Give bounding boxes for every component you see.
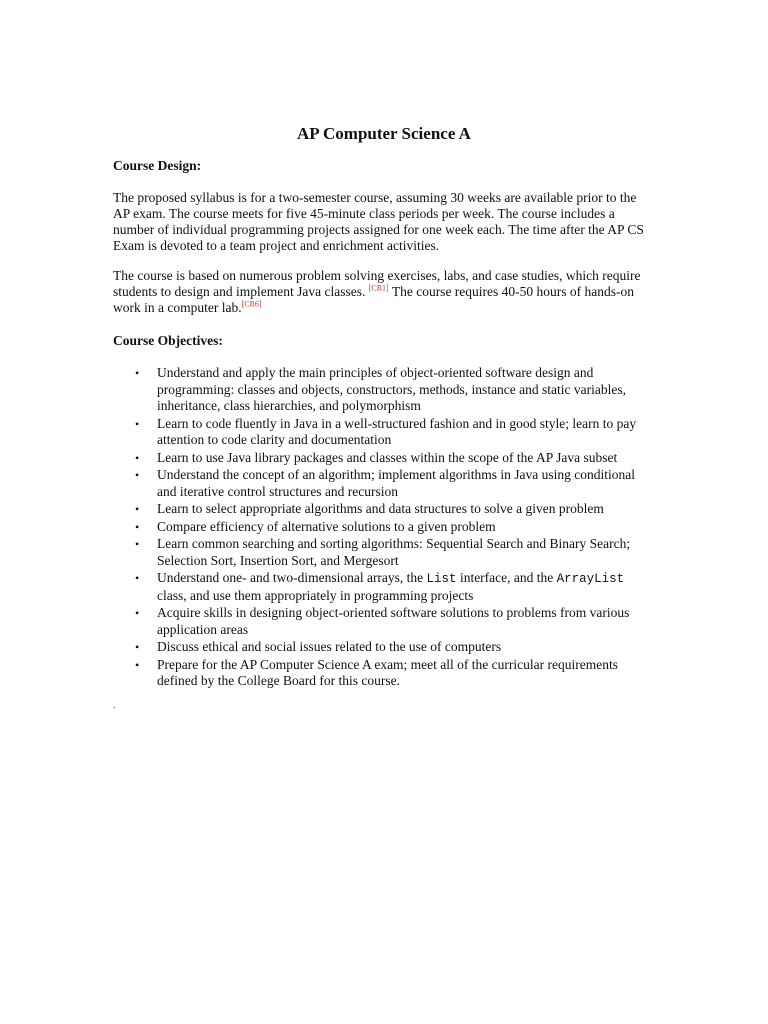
list-item-text: interface, and the: [456, 570, 557, 585]
paragraph-text: students to design and implement Java classes.: [113, 284, 369, 299]
list-item-line: Understand the concept of an algorithm; implement algorithms in Java using conditional: [157, 467, 636, 482]
list-item-line: Discuss ethical and social issues related to the use of computers: [157, 639, 502, 654]
list-item-line: class, and use them appropriately in programming projects: [157, 587, 474, 603]
bullet-icon: •: [135, 416, 140, 431]
bullet-icon: •: [135, 468, 140, 482]
list-item-line: Learn to code fluently in Java in a well-structured fashion and in good style; learn to pay: [157, 415, 637, 431]
list-item-line: Learn to use Java library packages and classes within the scope of the AP Java subset: [157, 449, 618, 465]
course-design-paragraph-1: [113, 190, 653, 254]
paragraph-line: [113, 300, 653, 316]
citation-cr6: [CR6]: [241, 299, 262, 309]
bullet-icon: •: [135, 519, 140, 534]
bullet-icon: •: [135, 450, 140, 465]
list-item-line: defined by the College Board for this course.: [157, 673, 400, 688]
stray-mark: .: [113, 700, 116, 711]
list-item-line: and iterative control structures and recursion: [157, 483, 399, 499]
list-item: [135, 639, 655, 656]
paragraph-line: The proposed syllabus is for a two-semester course, assuming 30 weeks are available prior to the: [113, 190, 637, 205]
bullet-icon: •: [135, 640, 140, 654]
bullet-icon: •: [135, 366, 140, 380]
list-item-line: [157, 570, 655, 588]
list-item-line: Understand and apply the main principles of object-oriented software design and: [157, 365, 594, 380]
bullet-icon: •: [135, 502, 140, 516]
list-item: [135, 467, 655, 500]
list-item: [135, 657, 655, 690]
list-item: [135, 570, 655, 604]
list-item-line: Selection Sort, Insertion Sort, and Mergesort: [157, 552, 399, 568]
paragraph-line: [113, 284, 653, 300]
course-design-paragraph-2: [113, 268, 653, 316]
list-item-line: Compare efficiency of alternative solutions to a given problem: [157, 518, 496, 534]
list-item: [135, 501, 655, 518]
list-item-line: Learn to select appropriate algorithms and data structures to solve a given problem: [157, 501, 604, 516]
list-item-line: application areas: [157, 621, 249, 637]
list-item: [135, 519, 655, 536]
list-item-line: Prepare for the AP Computer Science A exam; meet all of the curricular requirements: [157, 656, 618, 672]
list-item: [135, 365, 655, 415]
citation-cr1: [CR1]: [368, 283, 389, 293]
bullet-icon: •: [135, 657, 140, 672]
list-item-line: Acquire skills in designing object-oriented software solutions to problems from various: [157, 605, 630, 620]
list-item: [135, 536, 655, 569]
list-item: [135, 450, 655, 467]
paragraph-line: The course is based on numerous problem solving exercises, labs, and case studies, which require: [113, 268, 641, 283]
bullet-icon: •: [135, 537, 140, 551]
course-design-heading: Course Design:: [113, 158, 202, 173]
paragraph-text: work in a computer lab.: [113, 300, 242, 315]
code-list: List: [426, 572, 457, 586]
list-item-line: attention to code clarity and documentation: [157, 432, 392, 447]
document-title: AP Computer Science A: [297, 124, 471, 143]
objectives-list: [135, 365, 655, 691]
list-item-line: programming: classes and objects, constructors, methods, instance and static variables,: [157, 381, 626, 397]
list-item-text: Understand one- and two-dimensional arrays, the: [157, 570, 427, 585]
course-objectives-heading: Course Objectives:: [113, 333, 223, 348]
list-item-line: Learn common searching and sorting algorithms: Sequential Search and Binary Search;: [157, 536, 631, 551]
bullet-icon: •: [135, 571, 140, 585]
code-arraylist: ArrayList: [556, 572, 625, 586]
paragraph-line: number of individual programming projects assigned for one week each. The time after the AP CS: [113, 222, 644, 237]
paragraph-line: AP exam. The course meets for five 45-minute class periods per week. The course includes a: [113, 206, 615, 221]
list-item-line: inheritance, class hierarchies, and polymorphism: [157, 398, 421, 413]
paragraph-line: Exam is devoted to a team project and enrichment activities.: [113, 238, 440, 253]
paragraph-text: The course requires 40-50 hours of hands-on: [388, 284, 635, 299]
list-item: [135, 416, 655, 449]
list-item: [135, 605, 655, 638]
bullet-icon: •: [135, 606, 140, 620]
